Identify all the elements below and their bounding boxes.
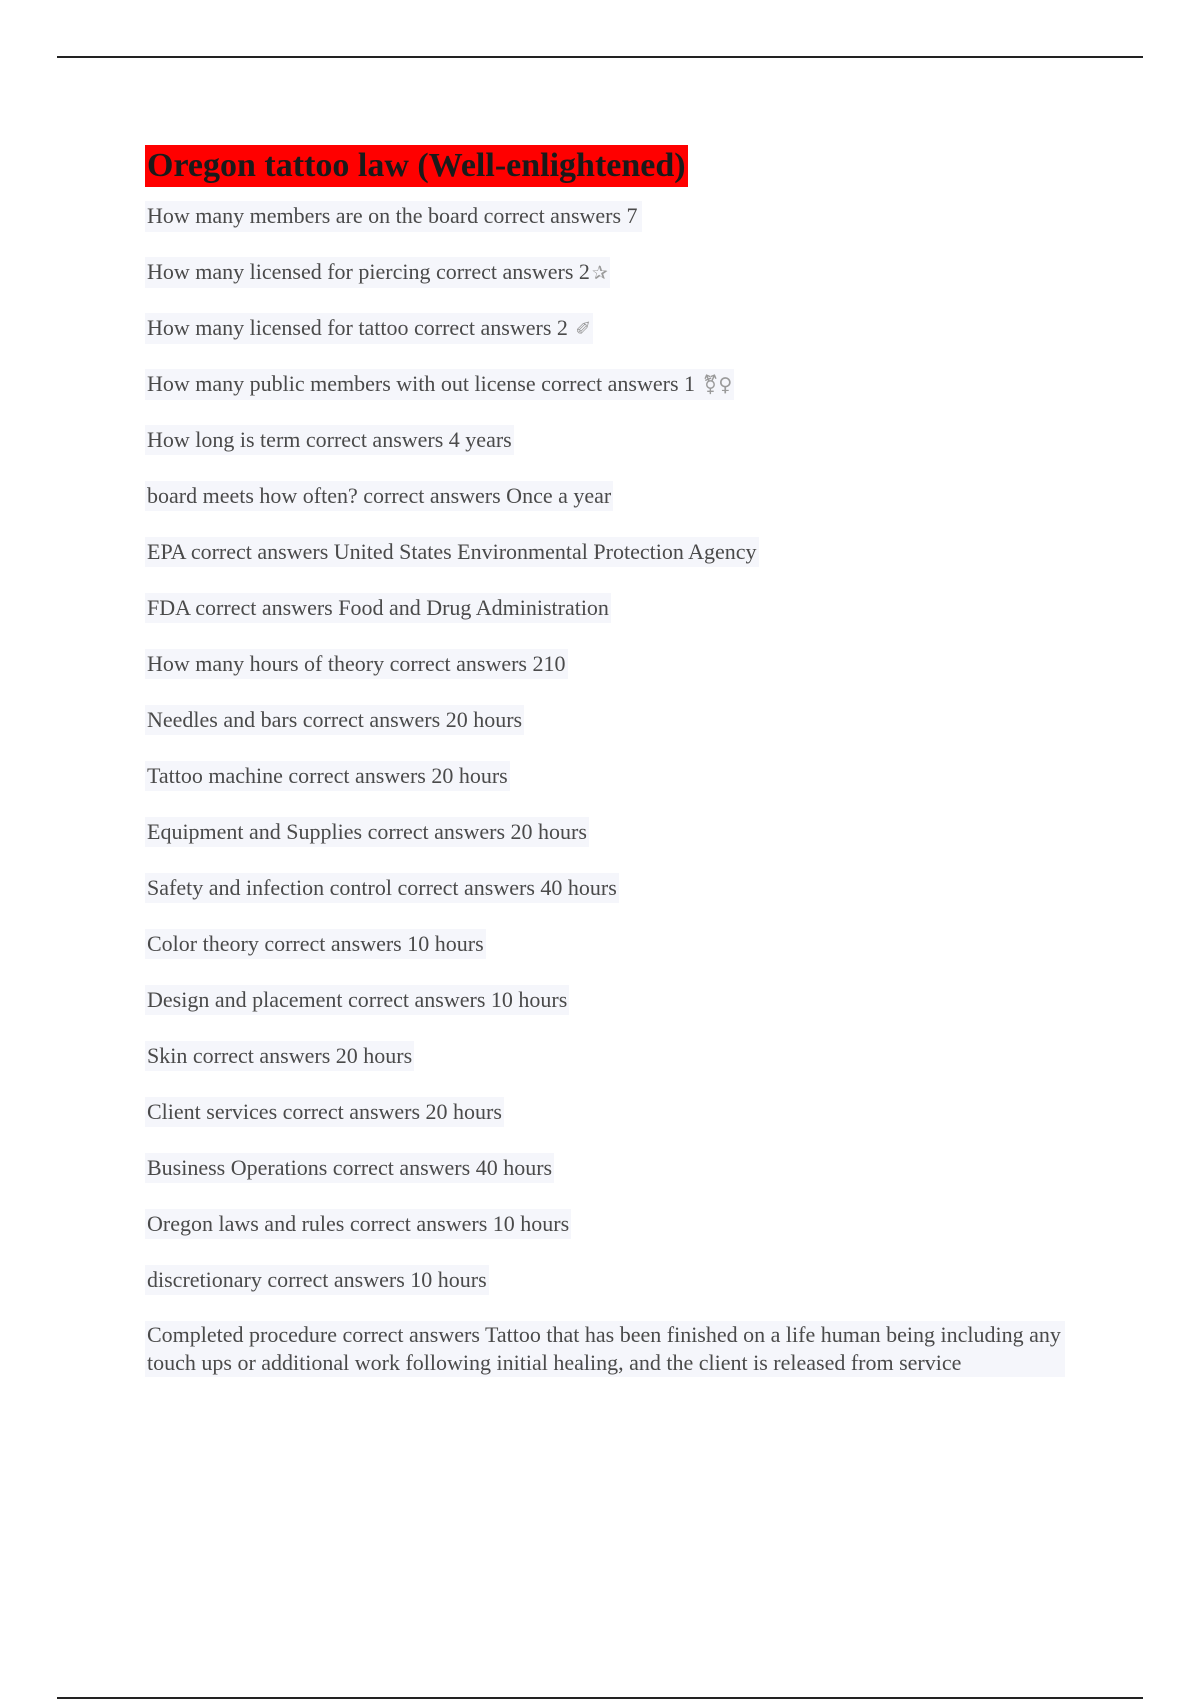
item-text: How many hours of theory correct answers 210 bbox=[147, 651, 566, 676]
list-item bbox=[145, 537, 1065, 593]
list-item bbox=[145, 873, 1065, 929]
list-item bbox=[145, 201, 1065, 257]
item-text: Design and placement correct answers 10 hours bbox=[147, 987, 568, 1012]
list-item bbox=[145, 257, 1065, 313]
list-item bbox=[145, 985, 1065, 1041]
item-text: How many licensed for tattoo correct answers 2 bbox=[147, 315, 574, 340]
person-icon: ⚧♀ bbox=[702, 374, 733, 396]
item-text: How many public members with out license correct answers 1 bbox=[147, 371, 701, 396]
qa-list bbox=[145, 201, 1065, 1377]
list-item bbox=[145, 705, 1065, 761]
item-text: Color theory correct answers 10 hours bbox=[147, 931, 484, 956]
item-text: board meets how often? correct answers Once a year bbox=[147, 483, 612, 508]
item-text: EPA correct answers United States Environmental Protection Agency bbox=[147, 539, 757, 564]
list-item bbox=[145, 1097, 1065, 1153]
list-item bbox=[145, 1041, 1065, 1097]
bottom-rule bbox=[57, 1697, 1143, 1699]
list-item bbox=[145, 761, 1065, 817]
item-text: FDA correct answers Food and Drug Administration bbox=[147, 595, 609, 620]
list-item bbox=[145, 593, 1065, 649]
item-text: Client services correct answers 20 hours bbox=[147, 1099, 502, 1124]
list-item bbox=[145, 369, 1065, 425]
item-text: Safety and infection control correct answers 40 hours bbox=[147, 875, 617, 900]
list-item bbox=[145, 1153, 1065, 1209]
list-item bbox=[145, 313, 1065, 369]
item-text: Business Operations correct answers 40 hours bbox=[147, 1155, 553, 1180]
item-text: How long is term correct answers 4 years bbox=[147, 427, 512, 452]
list-item bbox=[145, 1209, 1065, 1265]
item-text: How many members are on the board correct answers 7 bbox=[147, 203, 638, 228]
list-item bbox=[145, 929, 1065, 985]
document-body bbox=[145, 145, 1065, 1377]
item-text: Oregon laws and rules correct answers 10 hours bbox=[147, 1211, 570, 1236]
document-title: Oregon tattoo law (Well-enlightened) bbox=[145, 145, 688, 187]
top-rule bbox=[57, 56, 1143, 58]
item-text: Needles and bars correct answers 20 hours bbox=[147, 707, 523, 732]
list-item bbox=[145, 1265, 1065, 1321]
star-icon: ✰ bbox=[591, 262, 608, 284]
item-text: Skin correct answers 20 hours bbox=[147, 1043, 413, 1068]
list-item bbox=[145, 1321, 1065, 1377]
pen-icon: ✐ bbox=[575, 318, 592, 340]
item-text: Tattoo machine correct answers 20 hours bbox=[147, 763, 508, 788]
item-text: discretionary correct answers 10 hours bbox=[147, 1267, 487, 1292]
list-item bbox=[145, 425, 1065, 481]
item-text: Completed procedure correct answers Tattoo that has been finished on a life human being including any touch ups or additional work following initial healing, and the client is released from service bbox=[147, 1322, 1061, 1375]
item-text: How many licensed for piercing correct answers 2 bbox=[147, 259, 590, 284]
list-item bbox=[145, 817, 1065, 873]
list-item bbox=[145, 481, 1065, 537]
list-item bbox=[145, 649, 1065, 705]
item-text: Equipment and Supplies correct answers 20 hours bbox=[147, 819, 587, 844]
